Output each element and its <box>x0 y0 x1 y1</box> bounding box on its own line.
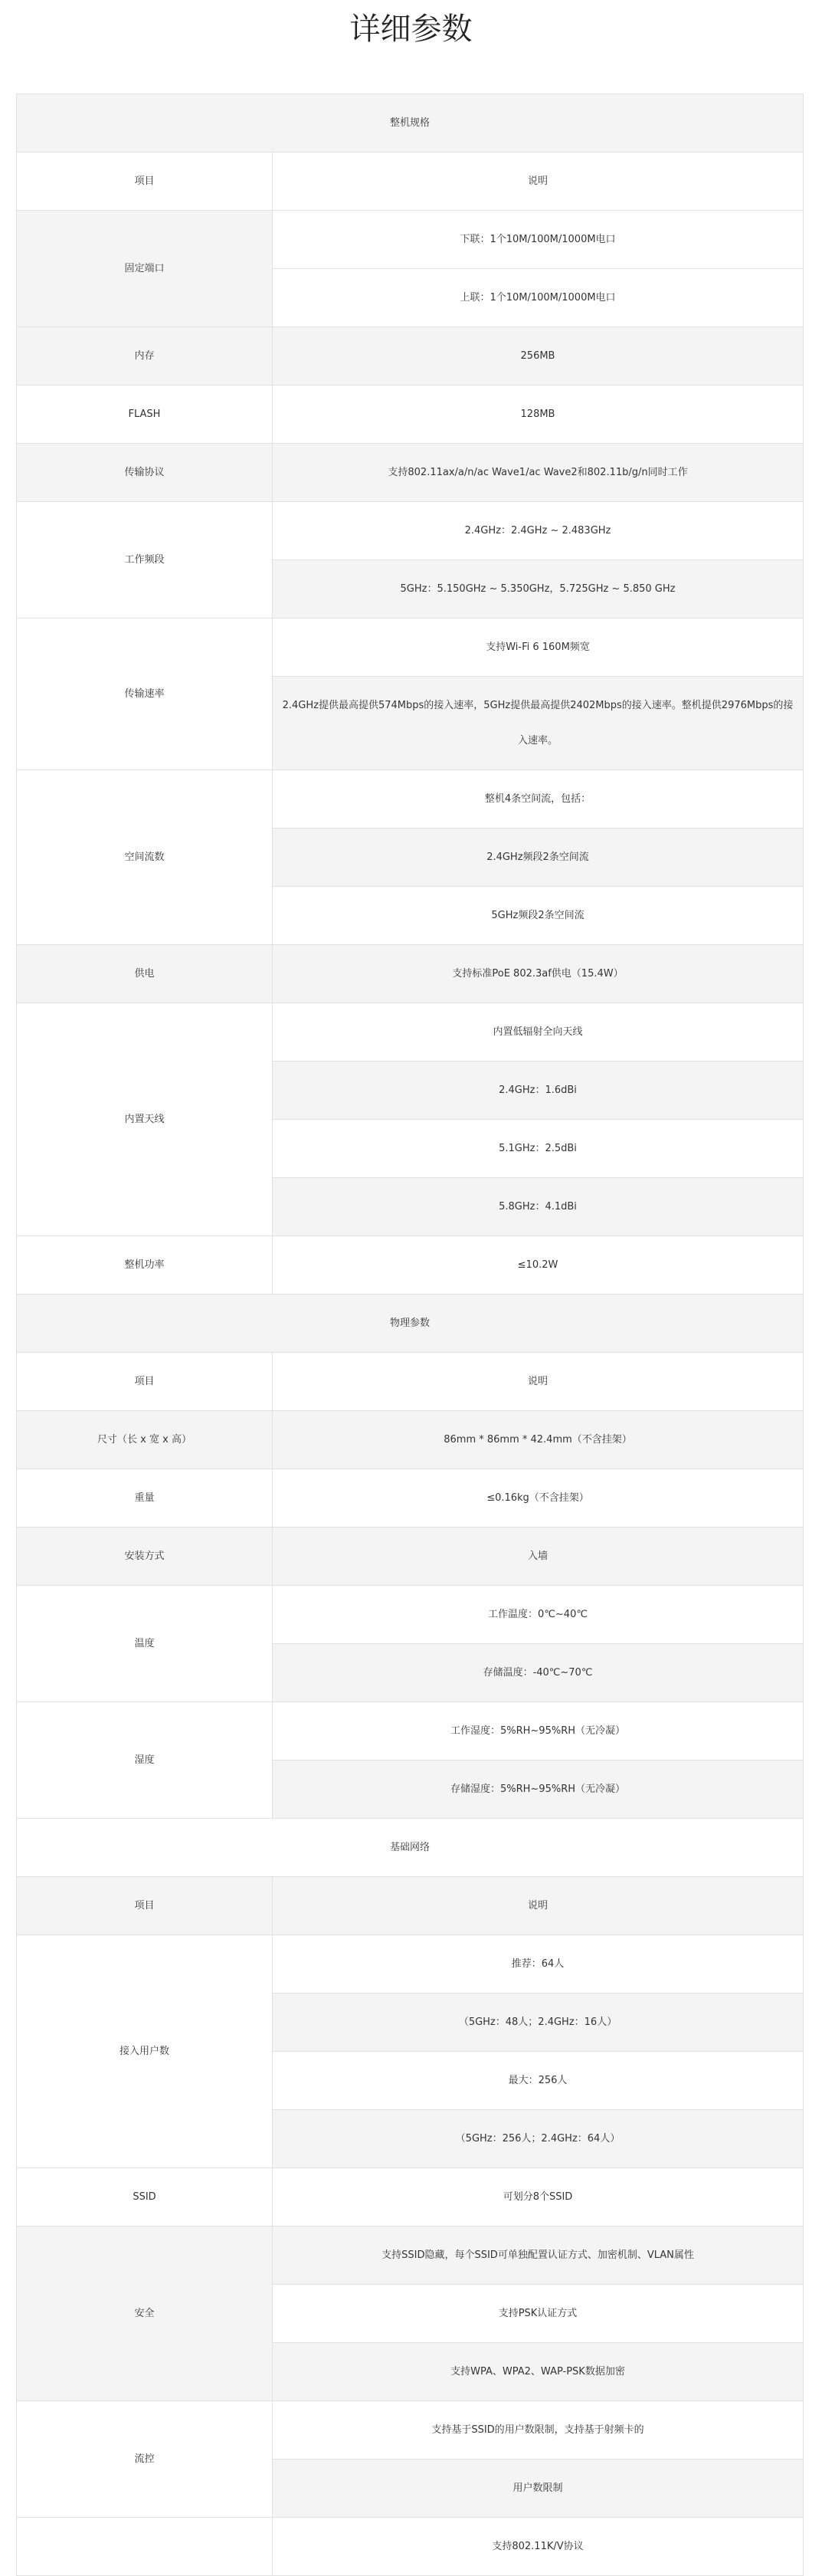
row-value: 2.4GHz频段2条空间流 <box>273 829 804 887</box>
table-row <box>17 2227 804 2285</box>
header-desc: 说明 <box>273 153 804 211</box>
header-item: 项目 <box>17 1353 273 1411</box>
row-value: 存储湿度：5%RH~95%RH（无冷凝） <box>273 1761 804 1819</box>
section-title: 物理参数 <box>17 1295 804 1353</box>
row-value: 支持WPA、WPA2、WAP-PSK数据加密 <box>273 2343 804 2401</box>
row-value: 支持802.11K/V协议 <box>273 2518 804 2576</box>
row-value: 工作湿度：5%RH~95%RH（无冷凝） <box>273 1702 804 1761</box>
row-label: 尺寸（长 x 宽 x 高） <box>17 1411 273 1469</box>
table-row <box>17 2168 804 2227</box>
row-value: 86mm * 86mm * 42.4mm（不含挂架） <box>273 1411 804 1469</box>
row-value: ≤0.16kg（不含挂架） <box>273 1469 804 1528</box>
row-value: 2.4GHz提供最高提供574Mbps的接入速率，5GHz提供最高提供2402Mbps的接入速率。整机提供2976Mbps的接入速率。 <box>273 677 804 770</box>
row-label <box>17 2518 273 2576</box>
table-row <box>17 1935 804 1994</box>
row-label: 流控 <box>17 2401 273 2518</box>
table-row <box>17 945 804 1003</box>
row-value: 支持SSID隐藏，每个SSID可单独配置认证方式、加密机制、VLAN属性 <box>273 2227 804 2285</box>
row-value: 推荐：64人 <box>273 1935 804 1994</box>
row-label: 安装方式 <box>17 1528 273 1586</box>
table-row <box>17 2401 804 2460</box>
row-label: 工作频段 <box>17 502 273 619</box>
table-row <box>17 1469 804 1528</box>
row-value: 工作温度：0℃~40℃ <box>273 1586 804 1644</box>
row-value: 入墙 <box>273 1528 804 1586</box>
table-header-row <box>17 1353 804 1411</box>
table-row <box>17 327 804 386</box>
row-value: 存储温度：-40℃~70℃ <box>273 1644 804 1702</box>
row-label: 安全 <box>17 2227 273 2401</box>
row-label: 传输速率 <box>17 619 273 770</box>
table-row <box>17 444 804 502</box>
table-header-row <box>17 1877 804 1935</box>
table-row <box>17 1702 804 1761</box>
table-row <box>17 1003 804 1062</box>
table-row <box>17 386 804 444</box>
row-label: 供电 <box>17 945 273 1003</box>
row-label: 内存 <box>17 327 273 386</box>
section-title: 整机规格 <box>17 94 804 153</box>
table-header-row <box>17 153 804 211</box>
table-row <box>17 211 804 269</box>
table-row <box>17 619 804 677</box>
row-label: 重量 <box>17 1469 273 1528</box>
header-item: 项目 <box>17 153 273 211</box>
row-value: 下联：1个10M/100M/1000M电口 <box>273 211 804 269</box>
row-value: 上联：1个10M/100M/1000M电口 <box>273 269 804 327</box>
row-label: 固定端口 <box>17 211 273 327</box>
row-value: 支持基于SSID的用户数限制，支持基于射频卡的 <box>273 2401 804 2460</box>
header-item: 项目 <box>17 1877 273 1935</box>
header-desc: 说明 <box>273 1877 804 1935</box>
row-label: 内置天线 <box>17 1003 273 1236</box>
row-value: 2.4GHz：2.4GHz ~ 2.483GHz <box>273 502 804 560</box>
row-label: 湿度 <box>17 1702 273 1819</box>
section-row <box>17 94 804 153</box>
table-row <box>17 1411 804 1469</box>
page-title: 详细参数 <box>349 11 473 47</box>
row-value: ≤10.2W <box>273 1236 804 1295</box>
row-value: 支持Wi-Fi 6 160M频宽 <box>273 619 804 677</box>
row-label: FLASH <box>17 386 273 444</box>
table-row <box>17 770 804 829</box>
spec-table <box>16 94 804 2576</box>
row-value: 支持标准PoE 802.3af供电（15.4W） <box>273 945 804 1003</box>
row-value: 2.4GHz：1.6dBi <box>273 1062 804 1120</box>
table-row <box>17 1528 804 1586</box>
row-value: 5GHz：5.150GHz ~ 5.350GHz，5.725GHz ~ 5.850 GHz <box>273 560 804 619</box>
section-title: 基础网络 <box>17 1819 804 1877</box>
table-row <box>17 1586 804 1644</box>
section-row <box>17 1295 804 1353</box>
row-value: 最大：256人 <box>273 2052 804 2110</box>
row-value: 内置低辐射全向天线 <box>273 1003 804 1062</box>
row-label: 温度 <box>17 1586 273 1702</box>
row-value: 256MB <box>273 327 804 386</box>
header-desc: 说明 <box>273 1353 804 1411</box>
row-label: 整机功率 <box>17 1236 273 1295</box>
row-value: 可划分8个SSID <box>273 2168 804 2227</box>
row-label: SSID <box>17 2168 273 2227</box>
table-row <box>17 2518 804 2576</box>
row-label: 接入用户数 <box>17 1935 273 2168</box>
row-value: 128MB <box>273 386 804 444</box>
row-value: （5GHz：256人；2.4GHz：64人） <box>273 2110 804 2168</box>
section-row <box>17 1819 804 1877</box>
row-value: 支持PSK认证方式 <box>273 2285 804 2343</box>
row-value: 整机4条空间流，包括： <box>273 770 804 829</box>
row-label: 空间流数 <box>17 770 273 945</box>
row-value: 5.1GHz：2.5dBi <box>273 1120 804 1178</box>
table-row <box>17 1236 804 1295</box>
table-row <box>17 502 804 560</box>
row-value: 5.8GHz：4.1dBi <box>273 1178 804 1236</box>
row-value: （5GHz：48人；2.4GHz：16人） <box>273 1994 804 2052</box>
row-value: 5GHz频段2条空间流 <box>273 887 804 945</box>
row-value: 用户数限制 <box>273 2460 804 2518</box>
row-label: 传输协议 <box>17 444 273 502</box>
row-value: 支持802.11ax/a/n/ac Wave1/ac Wave2和802.11b/g/n同时工作 <box>273 444 804 502</box>
